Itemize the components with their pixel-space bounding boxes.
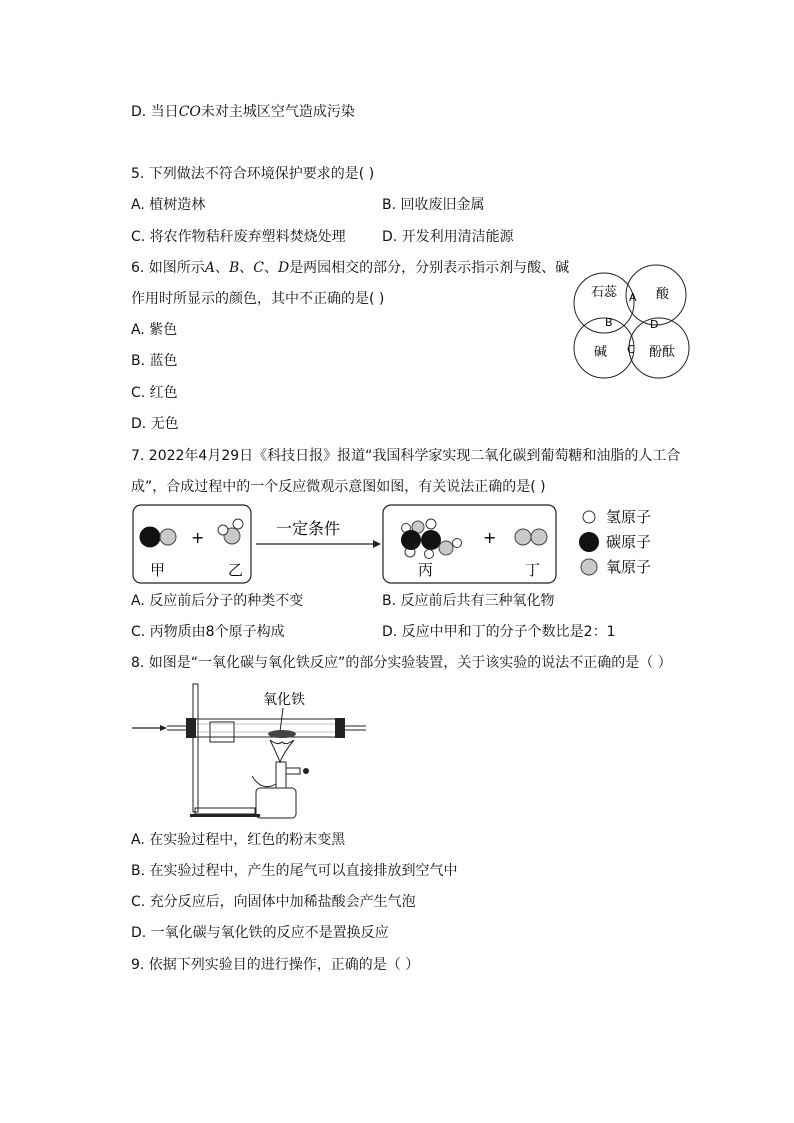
venn-label-acid: 酸	[656, 287, 670, 302]
q7-option-b: B. 反应前后共有三种氧化物	[382, 593, 555, 609]
q4-option-d-prefix: D. 当日	[131, 104, 179, 120]
gas-hose	[252, 776, 276, 787]
q8-apparatus-diagram	[130, 680, 370, 822]
q8-option-d: D. 一氧化碳与氧化铁的反应不是置换反应	[131, 925, 389, 941]
q6-letter-a: A	[204, 260, 215, 276]
q8-option-c: C. 充分反应后，向固体中加稀盐酸会产生气泡	[131, 894, 416, 910]
legend-carbon-icon	[579, 532, 599, 552]
left-stopper	[186, 718, 196, 738]
legend-hydrogen-label: 氢原子	[606, 508, 652, 526]
bing-hydrogen-atom	[453, 539, 462, 548]
ding-oxygen-atom	[531, 529, 547, 545]
venn-label-base: 碱	[594, 345, 608, 360]
q7-option-a: A. 反应前后分子的种类不变	[131, 593, 304, 609]
label-jia: 甲	[150, 561, 166, 579]
q5-option-c: C. 将农作物秸秆废弃塑料焚烧处理	[131, 229, 346, 245]
q6-sep: 、	[263, 260, 278, 276]
q7-stem-line1: 7. 2022年4月29日《科技日报》报道“我国科学家实现二氧化碳到葡萄糖和油脂的人工合	[131, 448, 681, 464]
q8-stem: 8. 如图是“一氧化碳与氧化铁反应”的部分实验装置，关于该实验的说法不正确的是（ ）	[131, 655, 672, 671]
iron-stand-base	[195, 808, 255, 814]
q7-reaction-diagram	[128, 500, 688, 586]
reaction-condition: 一定条件	[276, 519, 341, 538]
q6-stem-line2: 作用时所显示的颜色，其中不正确的是( )	[131, 291, 385, 307]
bing-oxygen-atom	[439, 541, 453, 555]
q6-option-c: C. 红色	[131, 385, 178, 401]
venn-region-b: B	[605, 316, 613, 329]
label-yi: 乙	[228, 561, 244, 579]
iron-stand-foot	[190, 814, 260, 817]
right-stopper	[335, 718, 345, 738]
q4-option-d-suffix: 未对主城区空气造成污染	[200, 104, 355, 120]
q8-option-a: A. 在实验过程中，红色的粉末变黑	[131, 832, 346, 848]
arrow-head	[373, 540, 381, 548]
legend-oxygen-icon	[581, 559, 597, 575]
burner-base	[256, 788, 296, 818]
ding-oxygen-atom	[515, 529, 531, 545]
burner-tube	[276, 762, 286, 788]
burner-valve	[286, 768, 300, 774]
label-pointer	[280, 708, 283, 732]
iron-stand-rod	[193, 684, 198, 812]
gas-inlet-arrow-head	[160, 725, 167, 731]
q6-stem-line1	[131, 258, 569, 278]
q6-option-d: D. 无色	[131, 416, 179, 432]
venn-region-d: D	[650, 318, 659, 331]
venn-circle-litmus	[574, 273, 634, 333]
label-iron-oxide: 氧化铁	[263, 692, 305, 708]
q4-option-d	[131, 102, 355, 122]
q6-venn-diagram	[568, 258, 696, 384]
burner-knob	[303, 768, 309, 774]
jia-oxygen-atom	[160, 529, 176, 545]
legend-carbon-label: 碳原子	[606, 533, 652, 551]
q6-letter-d: D	[277, 260, 290, 276]
venn-region-a: A	[629, 291, 637, 304]
q6-sep: 、	[239, 260, 254, 276]
bing-carbon-atom	[401, 530, 421, 550]
q7-option-d: D. 反应中甲和丁的分子个数比是2：1	[382, 624, 616, 640]
legend-oxygen-label: 氧原子	[606, 558, 652, 576]
plus-sign-2: +	[483, 528, 497, 547]
venn-region-c: C	[627, 343, 635, 356]
q5-option-b: B. 回收废旧金属	[382, 197, 485, 213]
bing-hydrogen-atom	[426, 519, 436, 529]
label-ding: 丁	[525, 561, 541, 579]
q9-stem: 9. 依据下列实验目的进行操作，正确的是（ ）	[131, 957, 420, 973]
jia-carbon-atom	[140, 527, 160, 547]
label-bing: 丙	[418, 561, 434, 579]
q5-option-d: D. 开发利用清洁能源	[382, 229, 514, 245]
venn-label-litmus: 石蕊	[591, 285, 618, 300]
q5-option-a: A. 植树造林	[131, 197, 206, 213]
yi-hydrogen-atom	[233, 519, 243, 529]
legend-hydrogen-icon	[583, 511, 595, 523]
q6-letter-c: C	[253, 260, 264, 276]
q6-option-b: B. 蓝色	[131, 353, 178, 369]
q6-letter-b: B	[228, 260, 240, 276]
q4-option-d-co: CO	[178, 104, 201, 120]
bing-carbon-atom	[421, 530, 441, 550]
q6-stem-suffix: 是两园相交的部分，分别表示指示剂与酸、碱	[289, 260, 570, 276]
yi-hydrogen-atom	[218, 525, 228, 535]
plus-sign-1: +	[191, 528, 205, 547]
q8-option-b: B. 在实验过程中，产生的尾气可以直接排放到空气中	[131, 863, 458, 879]
q6-sep: 、	[214, 260, 229, 276]
iron-oxide-powder	[268, 730, 296, 738]
venn-label-phenol: 酚酞	[649, 345, 676, 360]
bing-hydrogen-atom	[425, 550, 434, 559]
q5-stem: 5. 下列做法不符合环境保护要求的是( )	[131, 166, 375, 182]
q6-option-a: A. 紫色	[131, 322, 178, 338]
q7-option-c: C. 丙物质由8个原子构成	[131, 624, 285, 640]
q6-stem-prefix: 6. 如图所示	[131, 260, 205, 276]
q7-stem-line2: 成”，合成过程中的一个反应微观示意图如图，有关说法正确的是( )	[131, 479, 546, 495]
flame	[270, 740, 294, 762]
